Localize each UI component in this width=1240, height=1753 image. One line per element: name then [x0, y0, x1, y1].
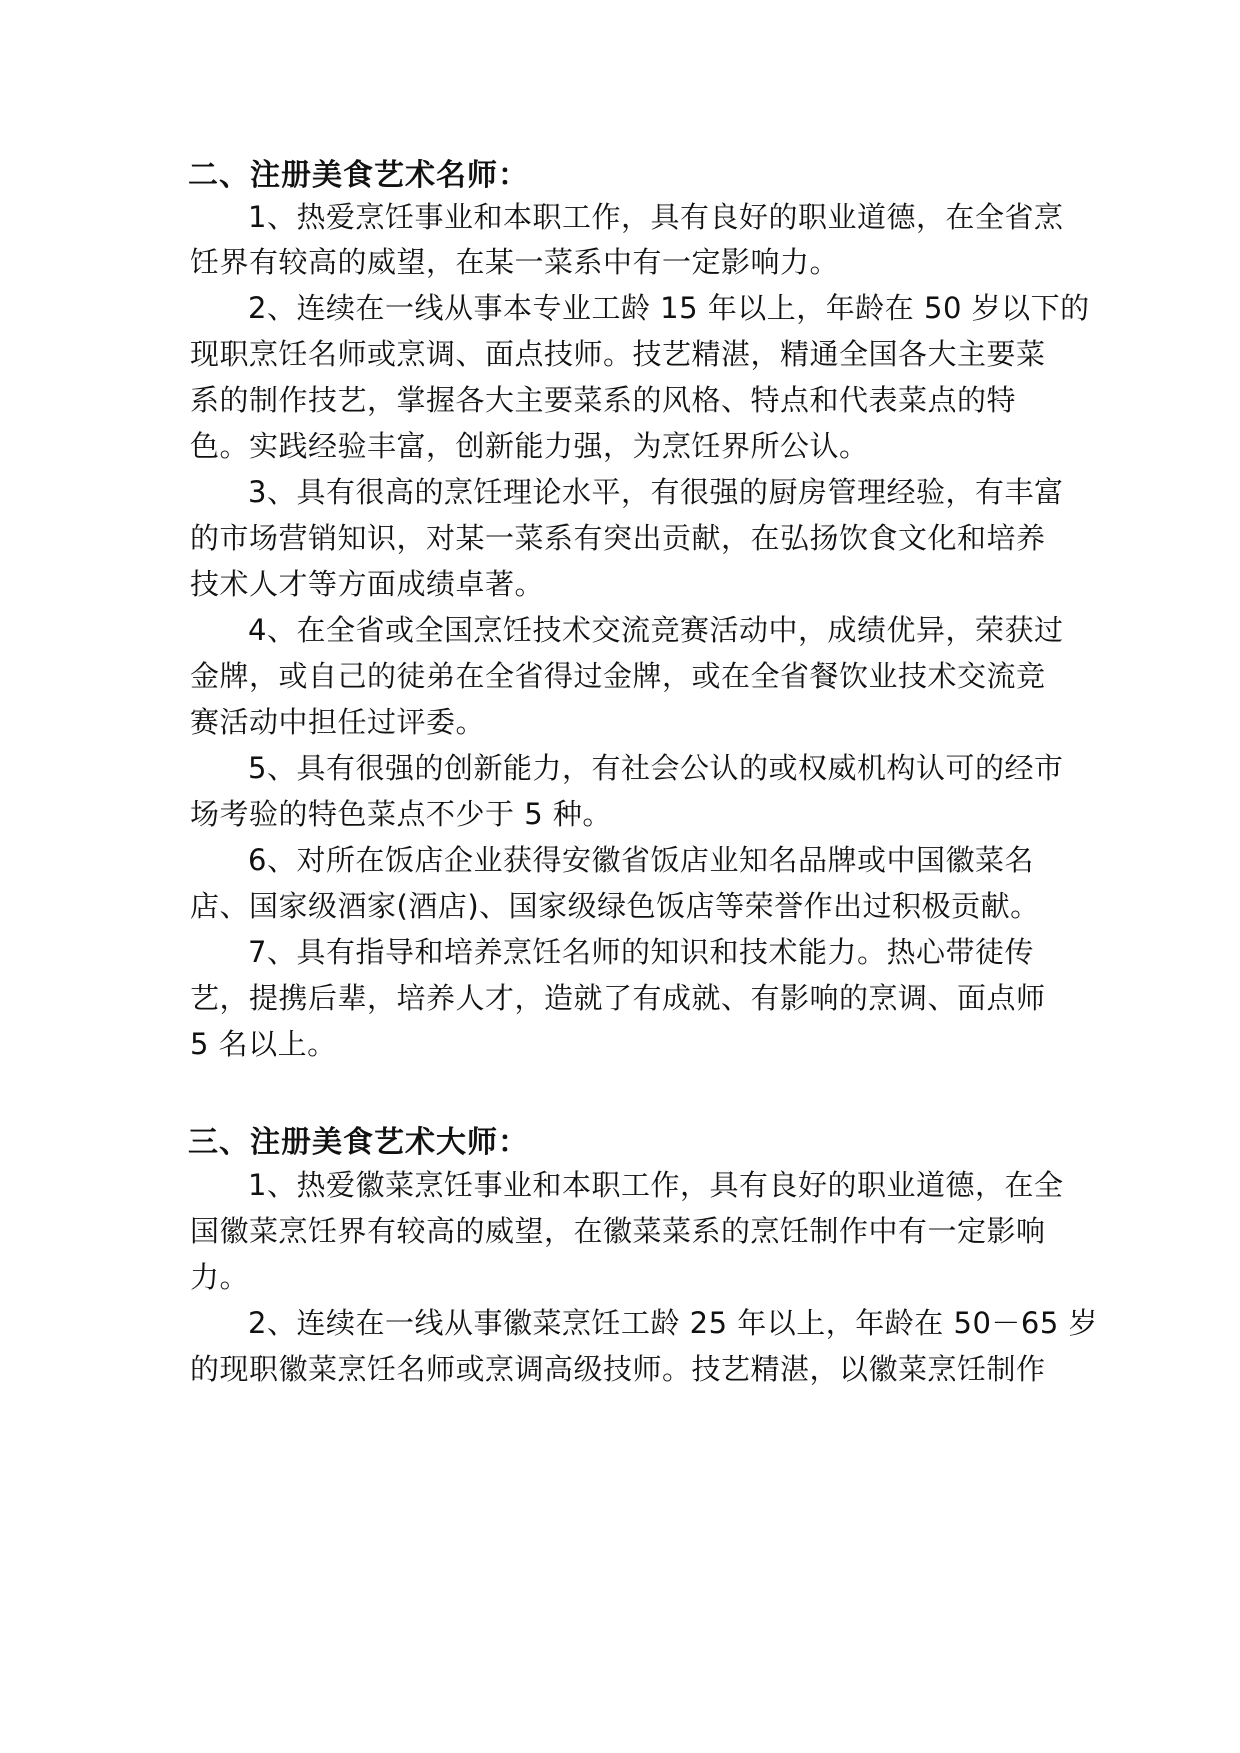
paragraph-line: 3、具有很高的烹饪理论水平，有很强的厨房管理经验，有丰富 — [248, 475, 1064, 509]
paragraph-line: 店、国家级酒家(酒店)、国家级绿色饭店等荣誉作出过积极贡献。 — [190, 889, 1040, 923]
section-heading-3: 三、注册美食艺术大师： — [188, 1125, 529, 1160]
paragraph-line: 现职烹饪名师或烹调、面点技师。技艺精湛，精通全国各大主要菜 — [190, 337, 1046, 371]
paragraph-line: 的现职徽菜烹饪名师或烹调高级技师。技艺精湛，以徽菜烹饪制作 — [190, 1352, 1046, 1386]
paragraph-line: 金牌，或自己的徒弟在全省得过金牌，或在全省餐饮业技术交流竞 — [190, 659, 1046, 693]
paragraph-line: 场考验的特色菜点不少于 5 种。 — [190, 797, 612, 831]
paragraph-line: 1、热爱烹饪事业和本职工作，具有良好的职业道德，在全省烹 — [248, 200, 1064, 234]
paragraph-line: 力。 — [190, 1260, 250, 1294]
paragraph-line: 国徽菜烹饪界有较高的威望，在徽菜菜系的烹饪制作中有一定影响 — [190, 1214, 1046, 1248]
paragraph-line: 4、在全省或全国烹饪技术交流竞赛活动中，成绩优异，荣获过 — [248, 613, 1064, 647]
section-heading-2: 二、注册美食艺术名师： — [188, 158, 529, 193]
paragraph-line: 技术人才等方面成绩卓著。 — [190, 567, 545, 601]
paragraph-line: 色。实践经验丰富，创新能力强，为烹饪界所公认。 — [190, 429, 869, 463]
paragraph-line: 系的制作技艺，掌握各大主要菜系的风格、特点和代表菜点的特 — [190, 383, 1017, 417]
paragraph-line: 2、连续在一线从事徽菜烹饪工龄 25 年以上，年龄在 50－65 岁 — [248, 1306, 1099, 1340]
paragraph-line: 1、热爱徽菜烹饪事业和本职工作，具有良好的职业道德，在全 — [248, 1168, 1064, 1202]
paragraph-line: 2、连续在一线从事本专业工龄 15 年以上，年龄在 50 岁以下的 — [248, 291, 1090, 325]
paragraph-line: 7、具有指导和培养烹饪名师的知识和技术能力。热心带徒传 — [248, 935, 1034, 969]
paragraph-line: 赛活动中担任过评委。 — [190, 705, 486, 739]
paragraph-line: 饪界有较高的威望，在某一菜系中有一定影响力。 — [190, 245, 840, 279]
paragraph-line: 5、具有很强的创新能力，有社会公认的或权威机构认可的经市 — [248, 751, 1064, 785]
paragraph-line: 5 名以上。 — [190, 1027, 337, 1061]
paragraph-line: 艺，提携后辈，培养人才，造就了有成就、有影响的烹调、面点师 — [190, 981, 1046, 1015]
paragraph-line: 6、对所在饭店企业获得安徽省饭店业知名品牌或中国徽菜名 — [248, 843, 1034, 877]
paragraph-line: 的市场营销知识，对某一菜系有突出贡献，在弘扬饮食文化和培养 — [190, 521, 1046, 555]
